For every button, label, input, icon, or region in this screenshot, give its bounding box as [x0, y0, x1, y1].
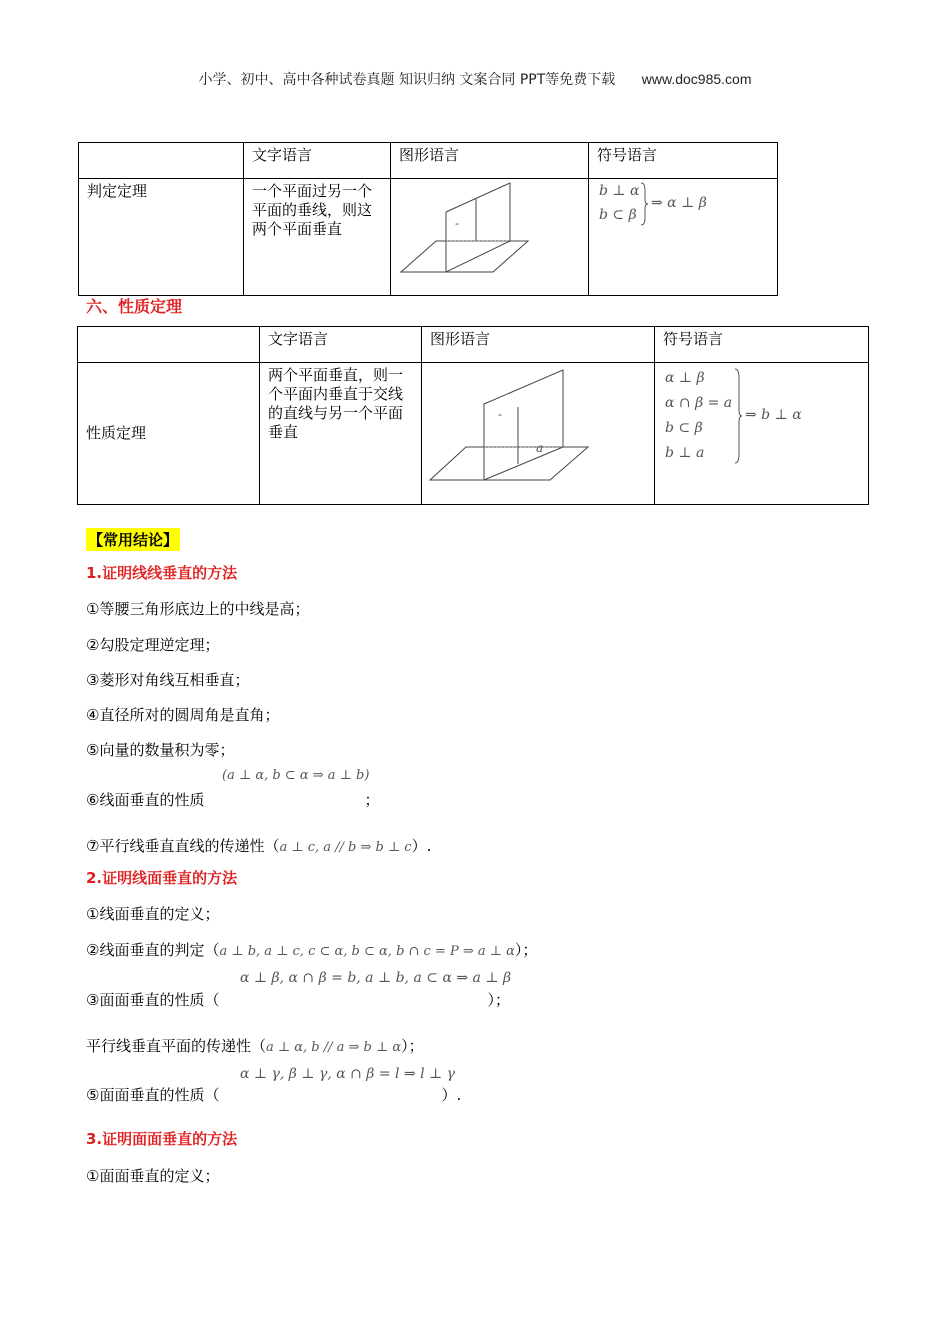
table2-header-text: 文字语言	[260, 327, 422, 363]
table1-text-language: 一个平面过另一个平面的垂线，则这两个平面垂直	[244, 179, 391, 296]
s2-item-3	[86, 989, 510, 1010]
table1-header-text: 文字语言	[244, 143, 391, 179]
s1-item-4: ④直径所对的圆周角是直角；	[86, 706, 280, 724]
table1-sym-result: ⇒ α ⊥ β	[651, 195, 707, 211]
s1-item-1: ①等腰三角形底边上的中线是高；	[86, 600, 310, 618]
section6-title: 六、性质定理	[86, 297, 183, 316]
horizontal-plane	[430, 447, 588, 480]
s3-item-1: ①面面垂直的定义；	[86, 1167, 220, 1185]
s1-item-6-formula: (a ⊥ α, b ⊂ α ⇒ a ⊥ b)	[222, 768, 370, 783]
s1-item-6-text: ⑥线面垂直的性质	[86, 791, 205, 809]
s1-item-7-formula: a ⊥ c, a // b ⇒ b ⊥ c	[279, 840, 412, 855]
header-url[interactable]: www.doc985.com	[641, 71, 752, 87]
s1-item-6-end: ；	[364, 791, 380, 809]
s1-item-7-end: ）.	[411, 837, 432, 855]
s2-item-3-text: ③面面垂直的性质（	[86, 991, 220, 1009]
table2-row-label: 性质定理	[78, 363, 260, 505]
decision-theorem-table	[78, 142, 778, 296]
table2-sym1: α ⊥ β	[665, 370, 705, 386]
figure-mark: -	[498, 408, 502, 421]
section2-title: 2.证明线面垂直的方法	[86, 869, 238, 887]
table1-figure-cell	[391, 179, 589, 296]
s2-item-5-text: ⑤面面垂直的性质（	[86, 1086, 220, 1104]
s1-item-3: ③菱形对角线互相垂直；	[86, 671, 250, 689]
table2-header-symbol: 符号语言	[655, 327, 869, 363]
table1-brace	[639, 182, 649, 226]
table1-sym1: b ⊥ α	[599, 183, 640, 199]
section3-title: 3.证明面面垂直的方法	[86, 1130, 238, 1148]
table1-symbol-cell	[589, 179, 778, 296]
header-text: 小学、初中、高中各种试卷真题 知识归纳 文案合同 PPT等免费下载	[198, 72, 616, 88]
s2-item-4	[86, 1035, 424, 1056]
table2-sym4: b ⊥ a	[665, 445, 705, 461]
s2-item-3-end: ）；	[487, 991, 510, 1009]
s1-item-7-text: ⑦平行线垂直直线的传递性（	[86, 837, 280, 855]
table1-header-empty	[79, 143, 244, 179]
page-header	[0, 69, 950, 89]
s2-item-4-end: ）；	[401, 1037, 424, 1055]
s2-item-2-formula: a ⊥ b, a ⊥ c, c ⊂ α, b ⊂ α, b ∩ c = P ⇒ a ⊥ α	[219, 944, 515, 959]
table2-header-figure: 图形语言	[422, 327, 655, 363]
figure-mark: -	[455, 217, 459, 230]
horizontal-plane	[401, 241, 528, 272]
section1-title: 1.证明线线垂直的方法	[86, 564, 238, 582]
s2-item-4-text: 平行线垂直平面的传递性（	[86, 1037, 267, 1055]
perpendicular-planes-figure	[391, 179, 587, 290]
s1-item-7	[86, 835, 431, 856]
vertical-plane	[484, 370, 563, 480]
table2-figure-cell	[422, 363, 655, 505]
s2-item-5-formula: α ⊥ γ, β ⊥ γ, α ∩ β = l ⇒ l ⊥ γ	[240, 1066, 456, 1082]
s2-item-3-formula: α ⊥ β, α ∩ β = b, a ⊥ b, a ⊂ α ⇒ a ⊥ β	[240, 970, 512, 986]
table2-symbol-cell	[655, 363, 869, 505]
table2-sym-result: ⇒ b ⊥ α	[745, 407, 802, 423]
s2-item-2-text: ②线面垂直的判定（	[86, 941, 220, 959]
line-a-label: a	[536, 441, 544, 455]
table2-sym2: α ∩ β = a	[665, 395, 733, 411]
table1-header-figure: 图形语言	[391, 143, 589, 179]
table1-row-label: 判定定理	[79, 179, 244, 296]
s2-item-2	[86, 939, 537, 960]
table1-sym2: b ⊂ β	[599, 207, 637, 223]
table1-header-symbol: 符号语言	[589, 143, 778, 179]
s1-item-2: ②勾股定理逆定理；	[86, 636, 220, 654]
common-conclusions-tag: 【常用结论】	[86, 528, 180, 551]
s1-item-6	[86, 789, 379, 810]
s2-item-4-formula: a ⊥ α, b // a ⇒ b ⊥ α	[266, 1040, 402, 1055]
s2-item-5	[86, 1084, 461, 1105]
table2-brace	[733, 368, 743, 464]
s2-item-1: ①线面垂直的定义；	[86, 905, 220, 923]
property-theorem-table	[77, 326, 869, 505]
s1-item-5: ⑤向量的数量积为零；	[86, 741, 235, 759]
table2-text-language: 两个平面垂直，则一个平面内垂直于交线的直线与另一个平面垂直	[260, 363, 422, 505]
s2-item-5-end: ）.	[441, 1086, 462, 1104]
s2-item-2-end: ）；	[514, 941, 538, 959]
table2-sym3: b ⊂ β	[665, 420, 703, 436]
table2-header-empty	[78, 327, 260, 363]
perpendicular-planes-property-figure	[422, 363, 654, 499]
